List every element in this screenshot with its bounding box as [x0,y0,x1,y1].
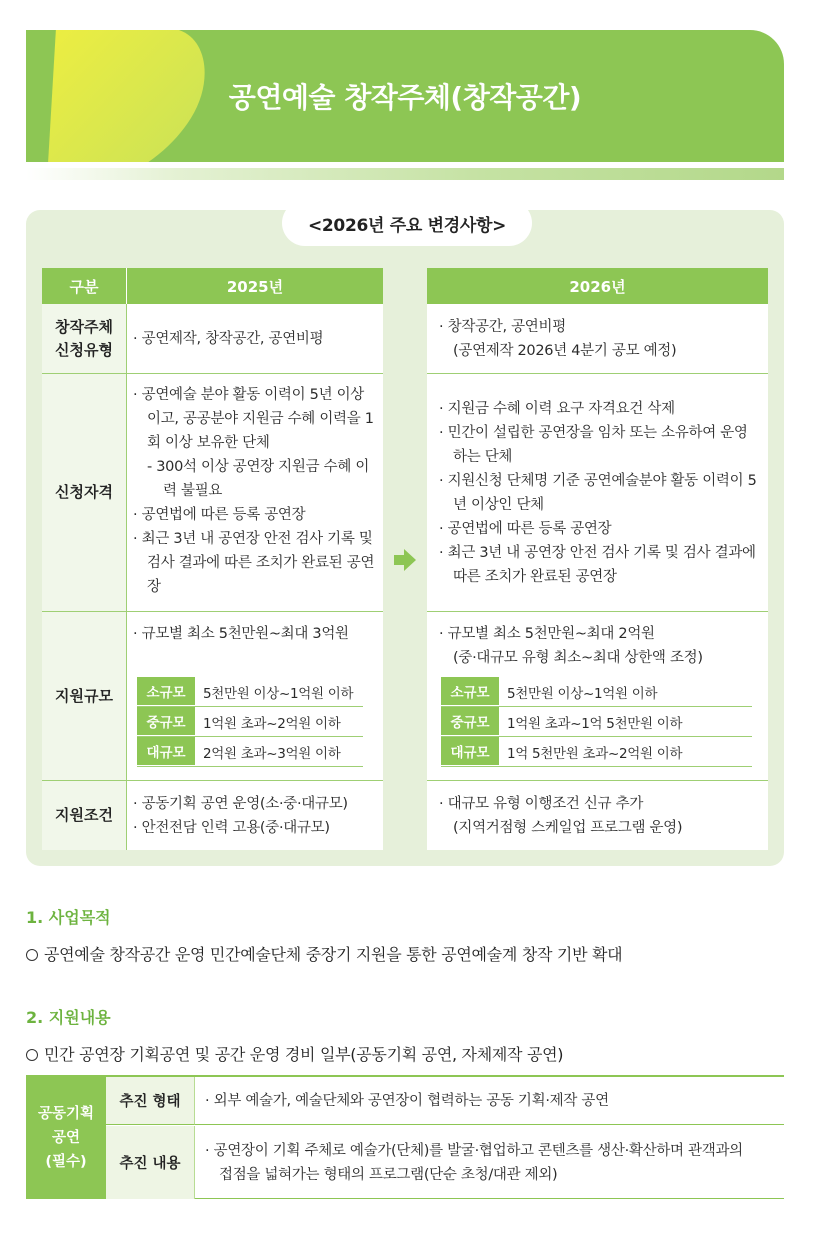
list-item: · 공연법에 따른 등록 공연장 [133,503,377,527]
list-item: · 안전전담 인력 고용(중·대규모) [133,816,377,840]
section-heading-content: 2. 지원내용 [26,1008,111,1027]
support-category: 공동기획 공연 (필수) [26,1077,106,1199]
changes-panel-title: <2026년 주요 변경사항> [282,200,532,246]
tier-table-2025 [137,677,363,767]
list-item: · 대규모 유형 이행조건 신규 추가 [439,792,761,816]
cell-2025-conditions [133,792,377,840]
circle-bullet-icon [26,1049,38,1061]
table-row [441,707,752,737]
list-note: (지역거점형 스케일업 프로그램 운영) [453,820,683,836]
divider [427,611,768,612]
list-item: · 민간이 설립한 공연장을 임차 또는 소유하여 운영하는 단체 [439,421,761,469]
support-table [26,1075,784,1199]
purpose-text: 공연예술 창작공간 운영 민간예술단체 중장기 지원을 통한 공연예술계 창작 기반 확대 [44,945,623,964]
cell-2025-type [133,327,377,351]
list-item: · 공연제작, 창작공간, 공연비평 [133,327,377,351]
divider [427,373,768,374]
header-2025: 2025년 [127,268,383,304]
row-label-type: 창작주체 신청유형 [42,304,126,373]
divider [42,611,383,612]
row-label-eligibility: 신청자격 [42,374,126,611]
table-row [137,677,363,707]
cell-2026-eligibility [439,397,761,589]
tier-value: 1억원 초과~2억원 이하 [203,715,341,732]
support-row-value [194,1126,784,1199]
tier-label: 대규모 [441,737,499,766]
list-item: · 규모별 최소 5천만원~최대 2억원 [439,622,761,646]
divider [427,780,768,781]
list-item: · 공연예술 분야 활동 이력이 5년 이상이고, 공공분야 지원금 수혜 이력을 1회 이상 보유한 단체 [133,383,377,455]
list-note: (중·대규모 유형 최소~최대 상한액 조정) [453,650,703,666]
table-row [441,677,752,707]
list-item: · 외부 예술가, 예술단체와 공연장이 협력하는 공동 기획·제작 공연 [205,1089,784,1113]
list-item: · 규모별 최소 5천만원~최대 3억원 [133,622,361,646]
content-text: 민간 공연장 기획공연 및 공간 운영 경비 일부(공동기획 공연, 자체제작 공연) [44,1045,564,1064]
table-row [137,707,363,737]
tier-value: 5천만원 이상~1억원 이하 [507,685,658,702]
divider [42,780,383,781]
list-item: · 지원신청 단체명 기준 공연예술분야 활동 이력이 5년 이상인 단체 [439,469,761,517]
tier-label: 소규모 [441,677,499,706]
page-title: 공연예술 창작주체(창작공간) [228,81,582,114]
list-item: · 공동기획 공연 운영(소·중·대규모) [133,792,377,816]
section-text-content [26,1042,563,1065]
arrow-right-icon [392,547,418,573]
tier-value: 2억원 초과~3억원 이하 [203,745,341,762]
cell-2026-type [439,315,761,363]
support-row-value [194,1077,784,1125]
table-row [137,737,363,767]
row-label-scale: 지원규모 [42,612,126,780]
banner-divider [26,168,784,180]
list-item: · 공연장이 기획 주체로 예술가(단체)를 발굴·협업하고 콘텐츠를 생산·확산하며 관객과의 접점을 넓혀가는 형태의 프로그램(단순 초청/대관 제외) [205,1139,744,1187]
circle-bullet-icon [26,949,38,961]
list-item: · 공연법에 따른 등록 공연장 [439,517,761,541]
divider [42,373,383,374]
tier-value: 1억 5천만원 초과~2억원 이하 [507,745,683,762]
cell-2026-conditions [439,792,761,840]
header-2026: 2026년 [427,268,768,304]
section-text-purpose [26,942,622,965]
tier-table-2026 [441,677,752,767]
support-row-label: 추진 내용 [106,1126,194,1199]
tier-label: 중규모 [137,707,195,736]
table-row [441,737,752,767]
tier-value: 1억원 초과~1억 5천만원 이하 [507,715,683,732]
cell-2026-scale [439,622,761,670]
tier-label: 소규모 [137,677,195,706]
support-row-label: 추진 형태 [106,1077,194,1125]
list-item: · 최근 3년 내 공연장 안전 검사 기록 및 검사 결과에 따른 조치가 완료된 공연장 [133,527,377,599]
row-label-conditions: 지원조건 [42,781,126,850]
header-category: 구분 [42,268,126,304]
cell-2025-scale [133,622,361,646]
list-note: (공연제작 2026년 4분기 공모 예정) [453,343,677,359]
list-item: · 최근 3년 내 공연장 안전 검사 기록 및 검사 결과에 따른 조치가 완료된 공연장 [439,541,761,589]
list-item: · 창작공간, 공연비평 [439,315,761,339]
tier-label: 중규모 [441,707,499,736]
list-sub-item: - 300석 이상 공연장 지원금 수혜 이력 불필요 [147,459,370,499]
title-banner [26,30,784,162]
divider [126,304,127,850]
tier-label: 대규모 [137,737,195,766]
list-item: · 지원금 수혜 이력 요구 자격요건 삭제 [439,397,761,421]
cell-2025-eligibility [133,383,377,599]
tier-value: 5천만원 이상~1억원 이하 [203,685,354,702]
section-heading-purpose: 1. 사업목적 [26,908,111,927]
